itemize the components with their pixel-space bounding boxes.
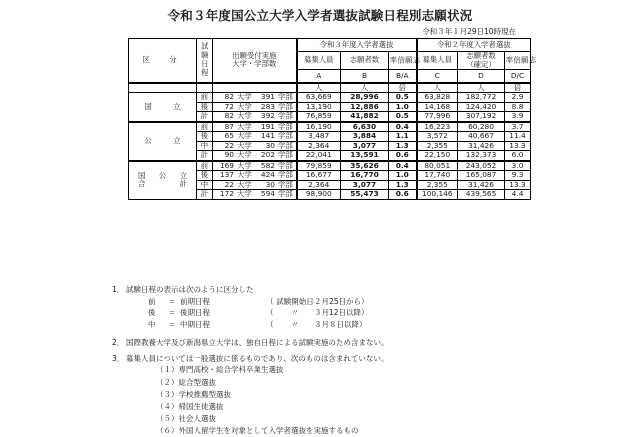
row-bairitsu-r3: 0.5 (389, 93, 417, 103)
row-bairitsu-r3: 0.6 (389, 190, 417, 200)
schedule-equals: ＝ (168, 308, 176, 318)
row-bairitsu-r2: 4.4 (505, 190, 531, 200)
schedule-start-label: 〃 (291, 308, 299, 318)
paren-close: ） (361, 308, 369, 318)
row-boshu-r3: 22,041 (297, 151, 341, 161)
schedule-name: 前期日程 (180, 296, 210, 306)
exclusion-item: （４）帰国生徒選抜 (156, 401, 224, 411)
row-shigan-r2: 439,565 (458, 190, 505, 200)
gakubu-count-value: 202 (260, 150, 275, 160)
row-university-count (213, 190, 297, 200)
univ-count-unit: 大学 (237, 111, 252, 121)
paren-close: ） (361, 296, 369, 306)
exclusion-item: （５）社会人選抜 (156, 413, 216, 423)
header-shigan-r3: 志願者数 (341, 52, 389, 70)
row-shigan-r2: 307,192 (458, 112, 505, 122)
row-nittei: 前 (197, 93, 213, 103)
row-boshu-r3: 16,677 (297, 171, 341, 181)
footnote-text: 試験日程の表示は次のように区分した (126, 285, 254, 294)
row-boshu-r2: 2,355 (417, 141, 458, 151)
table-row (129, 93, 531, 103)
row-boshu-r3: 2,364 (297, 180, 341, 190)
row-boshu-r3: 2,364 (297, 141, 341, 151)
gakubu-count-unit: 学部 (278, 150, 293, 160)
row-nittei: 後 (197, 102, 213, 112)
row-bairitsu-r3: 0.4 (389, 122, 417, 132)
unit-bairitsu-r3: 倍 (389, 83, 417, 93)
unit-row-spacer-kubun (129, 83, 197, 93)
row-boshu-r2: 3,572 (417, 132, 458, 142)
schedule-date-note (266, 319, 367, 331)
gakubu-count-unit: 学部 (278, 101, 293, 111)
footnote-1 (112, 286, 532, 330)
header-bairitsu-r3 (388, 52, 422, 70)
unit-row-spacer-nittei (197, 83, 213, 93)
unit-bairitsu-r2: 倍 (505, 83, 531, 93)
univ-count-value: 137 (219, 170, 234, 180)
header-symbol-b: B (341, 70, 389, 83)
header-daigaku-gakubu-label: 大学・学部数 (232, 59, 277, 69)
row-boshu-r2: 2,355 (417, 180, 458, 190)
row-shigan-r3: 35,626 (341, 161, 389, 171)
gakubu-count-unit: 学部 (278, 131, 293, 141)
header-bairitsu-r2-label: 志願倍率 (504, 56, 538, 65)
univ-count-unit: 大学 (237, 170, 252, 180)
univ-count-value: 90 (224, 150, 234, 160)
header-shigan-r2-sublabel: （確定） (466, 59, 496, 69)
group-label-line: 公 立 (144, 135, 188, 145)
header-bairitsu-r2 (504, 52, 538, 70)
gakubu-count-unit: 学部 (278, 189, 293, 199)
schedule-start-label: 〃 (291, 319, 299, 329)
univ-count-value: 22 (224, 179, 234, 189)
row-bairitsu-r2: 13.3 (505, 180, 531, 190)
univ-count-value: 82 (224, 92, 234, 102)
footnote-schedule-list (112, 296, 532, 331)
row-shigan-r2: 182,772 (458, 93, 505, 103)
header-symbol-ba: B/A (389, 70, 417, 83)
row-shigan-r2: 31,426 (458, 141, 505, 151)
row-university-count (213, 161, 297, 171)
univ-count-unit: 大学 (237, 179, 252, 189)
unit-row-spacer-univ (213, 83, 297, 93)
row-boshu-r2: 17,740 (417, 171, 458, 181)
schedule-name: 後期日程 (180, 308, 210, 318)
row-boshu-r3: 63,669 (297, 93, 341, 103)
row-boshu-r2: 14,168 (417, 102, 458, 112)
gakubu-count-unit: 学部 (278, 111, 293, 121)
row-bairitsu-r2: 3.0 (505, 161, 531, 171)
paren-open: （ (266, 296, 274, 306)
row-bairitsu-r3: 1.1 (389, 132, 417, 142)
footnote-number: 3． (112, 353, 125, 363)
gakubu-count-value: 141 (260, 131, 275, 141)
footnote-number: 1． (112, 285, 125, 294)
row-shigan-r2: 132,373 (458, 151, 505, 161)
schedule-abbrev: 中 (148, 319, 156, 329)
univ-count-unit: 大学 (237, 92, 252, 102)
gakubu-count-unit: 学部 (278, 121, 293, 131)
row-nittei: 後 (197, 171, 213, 181)
gakubu-count-value: 391 (260, 92, 275, 102)
row-boshu-r2: 63,828 (417, 93, 458, 103)
schedule-abbrev: 前 (148, 296, 156, 306)
group-label-2 (129, 122, 197, 161)
row-nittei: 後 (197, 132, 213, 142)
row-shigan-r3: 3,077 (341, 141, 389, 151)
row-nittei: 計 (197, 112, 213, 122)
row-shigan-r3: 13,591 (341, 151, 389, 161)
univ-count-value: 72 (224, 101, 234, 111)
row-university-count (213, 151, 297, 161)
univ-count-value: 82 (224, 111, 234, 121)
schedule-date: ２月25日から (314, 296, 362, 306)
univ-count-unit: 大学 (237, 150, 252, 160)
header-shutsugan-label: 出願受付実施 (232, 50, 277, 60)
row-bairitsu-r3: 0.6 (389, 151, 417, 161)
header-shiken-nittei-label: 試験日程 (200, 42, 210, 79)
schedule-date-note (266, 296, 369, 308)
gakubu-count-value: 594 (260, 189, 275, 199)
unit-boshu-r2: 人 (417, 83, 458, 93)
as-of-date: 令和３年１月29日10時現在 (422, 27, 516, 36)
schedule-date: ３月12日以降 (314, 308, 362, 318)
header-bairitsu-r3-label: 志願倍率 (388, 56, 422, 65)
row-university-count (213, 93, 297, 103)
row-boshu-r3: 76,859 (297, 112, 341, 122)
group-label-line: 合 計 (138, 179, 190, 189)
univ-count-value: 22 (224, 140, 234, 150)
schedule-abbrev: 後 (148, 308, 156, 318)
gakubu-count-value: 191 (260, 121, 275, 131)
row-bairitsu-r2: 11.4 (505, 132, 531, 142)
schedule-start-label: 試験開始日 (276, 296, 314, 306)
schedule-abbrev-row (112, 296, 532, 308)
row-nittei: 中 (197, 141, 213, 151)
paren-open: （ (266, 308, 274, 318)
header-group-r3: 令和３年度入学者選抜 (297, 39, 417, 52)
row-bairitsu-r3: 1.0 (389, 102, 417, 112)
gakubu-count-unit: 学部 (278, 170, 293, 180)
schedule-name: 中期日程 (180, 319, 210, 329)
row-bairitsu-r3: 1.0 (389, 171, 417, 181)
row-nittei: 前 (197, 122, 213, 132)
row-boshu-r3: 98,900 (297, 190, 341, 200)
header-symbol-c: C (417, 70, 458, 83)
row-shigan-r2: 243,052 (458, 161, 505, 171)
exclusion-item: （６）外国人留学生を対象として入学者選抜を実施するもの (156, 426, 359, 436)
univ-count-unit: 大学 (237, 140, 252, 150)
header-symbol-dc: D/C (505, 70, 531, 83)
row-boshu-r2: 100,146 (417, 190, 458, 200)
header-symbol-d: D (458, 70, 505, 83)
row-university-count (213, 132, 297, 142)
row-boshu-r3: 3,487 (297, 132, 341, 142)
group-label-line: 国 公 立 (138, 170, 190, 180)
application-status-table (128, 38, 538, 200)
row-shigan-r3: 28,996 (341, 93, 389, 103)
univ-count-unit: 大学 (237, 160, 252, 170)
header-kubun: 区 分 (129, 39, 197, 83)
schedule-equals: ＝ (168, 296, 176, 306)
page-title: 令和３年度国公立大学入学者選抜試験日程別志願状況 (167, 8, 473, 23)
row-boshu-r3: 79,859 (297, 161, 341, 171)
table-body (129, 83, 531, 200)
gakubu-count-unit: 学部 (278, 160, 293, 170)
row-shigan-r2: 60,280 (458, 122, 505, 132)
row-boshu-r2: 77,996 (417, 112, 458, 122)
row-bairitsu-r2: 8.8 (505, 102, 531, 112)
gakubu-count-value: 30 (265, 179, 275, 189)
header-boshu-r3: 募集人員 (297, 52, 341, 70)
univ-count-value: 169 (219, 160, 234, 170)
gakubu-count-unit: 学部 (278, 140, 293, 150)
row-bairitsu-r2: 6.0 (505, 151, 531, 161)
row-bairitsu-r3: 1.3 (389, 180, 417, 190)
footnote-exclusion-list (112, 364, 532, 437)
row-bairitsu-r2: 3.9 (505, 112, 531, 122)
row-shigan-r3: 16,770 (341, 171, 389, 181)
univ-count-value: 65 (224, 131, 234, 141)
gakubu-count-unit: 学部 (278, 179, 293, 189)
header-shigan-r2-label: 志願者数 (466, 51, 496, 60)
exclusion-item: （２）総合型選抜 (156, 377, 216, 387)
row-shigan-r2: 165,087 (458, 171, 505, 181)
schedule-date-note (266, 307, 369, 319)
row-boshu-r3: 16,190 (297, 122, 341, 132)
row-shigan-r2: 31,426 (458, 180, 505, 190)
row-bairitsu-r2: 3.7 (505, 122, 531, 132)
footnote-text: 募集人員については一般選抜に係るものであり、次のものは含まれていない。 (126, 353, 389, 363)
exclusion-item: （３）学校推薦型選抜 (156, 389, 231, 399)
gakubu-count-value: 283 (260, 101, 275, 111)
schedule-date: ３月８日以降 (314, 319, 359, 329)
row-nittei: 計 (197, 190, 213, 200)
univ-count-value: 172 (219, 189, 234, 199)
paren-open: （ (266, 319, 274, 329)
footnote-number: 2． (112, 338, 125, 348)
schedule-abbrev-row (112, 307, 532, 319)
unit-shigan-r2: 人 (458, 83, 505, 93)
univ-count-unit: 大学 (237, 189, 252, 199)
row-boshu-r2: 16,223 (417, 122, 458, 132)
schedule-abbrev-row (112, 319, 532, 331)
header-shiken-nittei (197, 39, 213, 83)
row-boshu-r2: 22,150 (417, 151, 458, 161)
row-shigan-r3: 41,882 (341, 112, 389, 122)
univ-count-value: 87 (224, 121, 234, 131)
row-bairitsu-r3: 0.5 (389, 112, 417, 122)
univ-count-unit: 大学 (237, 131, 252, 141)
row-university-count (213, 122, 297, 132)
row-nittei: 前 (197, 161, 213, 171)
footnote-3 (112, 355, 532, 437)
gakubu-count-unit: 学部 (278, 92, 293, 102)
row-shigan-r3: 3,077 (341, 180, 389, 190)
header-shigan-r2 (458, 52, 505, 70)
footnotes (112, 286, 532, 437)
table-row (129, 122, 531, 132)
univ-count-unit: 大学 (237, 121, 252, 131)
unit-row (129, 83, 531, 93)
unit-shigan-r3: 人 (341, 83, 389, 93)
row-shigan-r3: 6,630 (341, 122, 389, 132)
row-bairitsu-r2: 2.9 (505, 93, 531, 103)
row-bairitsu-r2: 9.3 (505, 171, 531, 181)
gakubu-count-value: 30 (265, 140, 275, 150)
row-shigan-r2: 124,420 (458, 102, 505, 112)
exclusion-item: （１）専門高校・総合学科卒業生選抜 (156, 365, 284, 375)
row-nittei: 計 (197, 151, 213, 161)
row-university-count (213, 112, 297, 122)
gakubu-count-value: 392 (260, 111, 275, 121)
row-nittei: 中 (197, 180, 213, 190)
univ-count-unit: 大学 (237, 101, 252, 111)
paren-close: ） (359, 319, 367, 329)
schedule-equals: ＝ (168, 319, 176, 329)
gakubu-count-value: 424 (260, 170, 275, 180)
row-bairitsu-r2: 13.3 (505, 141, 531, 151)
group-label-3 (129, 161, 197, 200)
group-label-line: 国 立 (144, 101, 188, 111)
row-bairitsu-r3: 1.3 (389, 141, 417, 151)
footnote-text: 国際教養大学及び新潟県立大学は、独自日程による試験実施のため含まない。 (126, 338, 389, 348)
row-shigan-r3: 55,473 (341, 190, 389, 200)
row-boshu-r3: 13,190 (297, 102, 341, 112)
header-row-group (129, 39, 531, 52)
row-bairitsu-r3: 0.4 (389, 161, 417, 171)
row-shigan-r3: 3,884 (341, 132, 389, 142)
row-shigan-r2: 40,667 (458, 132, 505, 142)
group-label-1 (129, 93, 197, 122)
row-shigan-r3: 12,886 (341, 102, 389, 112)
row-boshu-r2: 80,051 (417, 161, 458, 171)
row-university-count (213, 171, 297, 181)
table-row (129, 161, 531, 171)
header-shutsugan-daigaku (213, 39, 297, 83)
footnote-2 (112, 339, 532, 347)
table-header-section (129, 39, 538, 83)
gakubu-count-value: 582 (260, 160, 275, 170)
unit-boshu-r3: 人 (297, 83, 341, 93)
header-boshu-r2: 募集人員 (417, 52, 458, 70)
header-group-r2: 令和２年度入学者選抜 (417, 39, 531, 52)
application-status-table-container (128, 38, 538, 200)
header-symbol-a: A (297, 70, 341, 83)
